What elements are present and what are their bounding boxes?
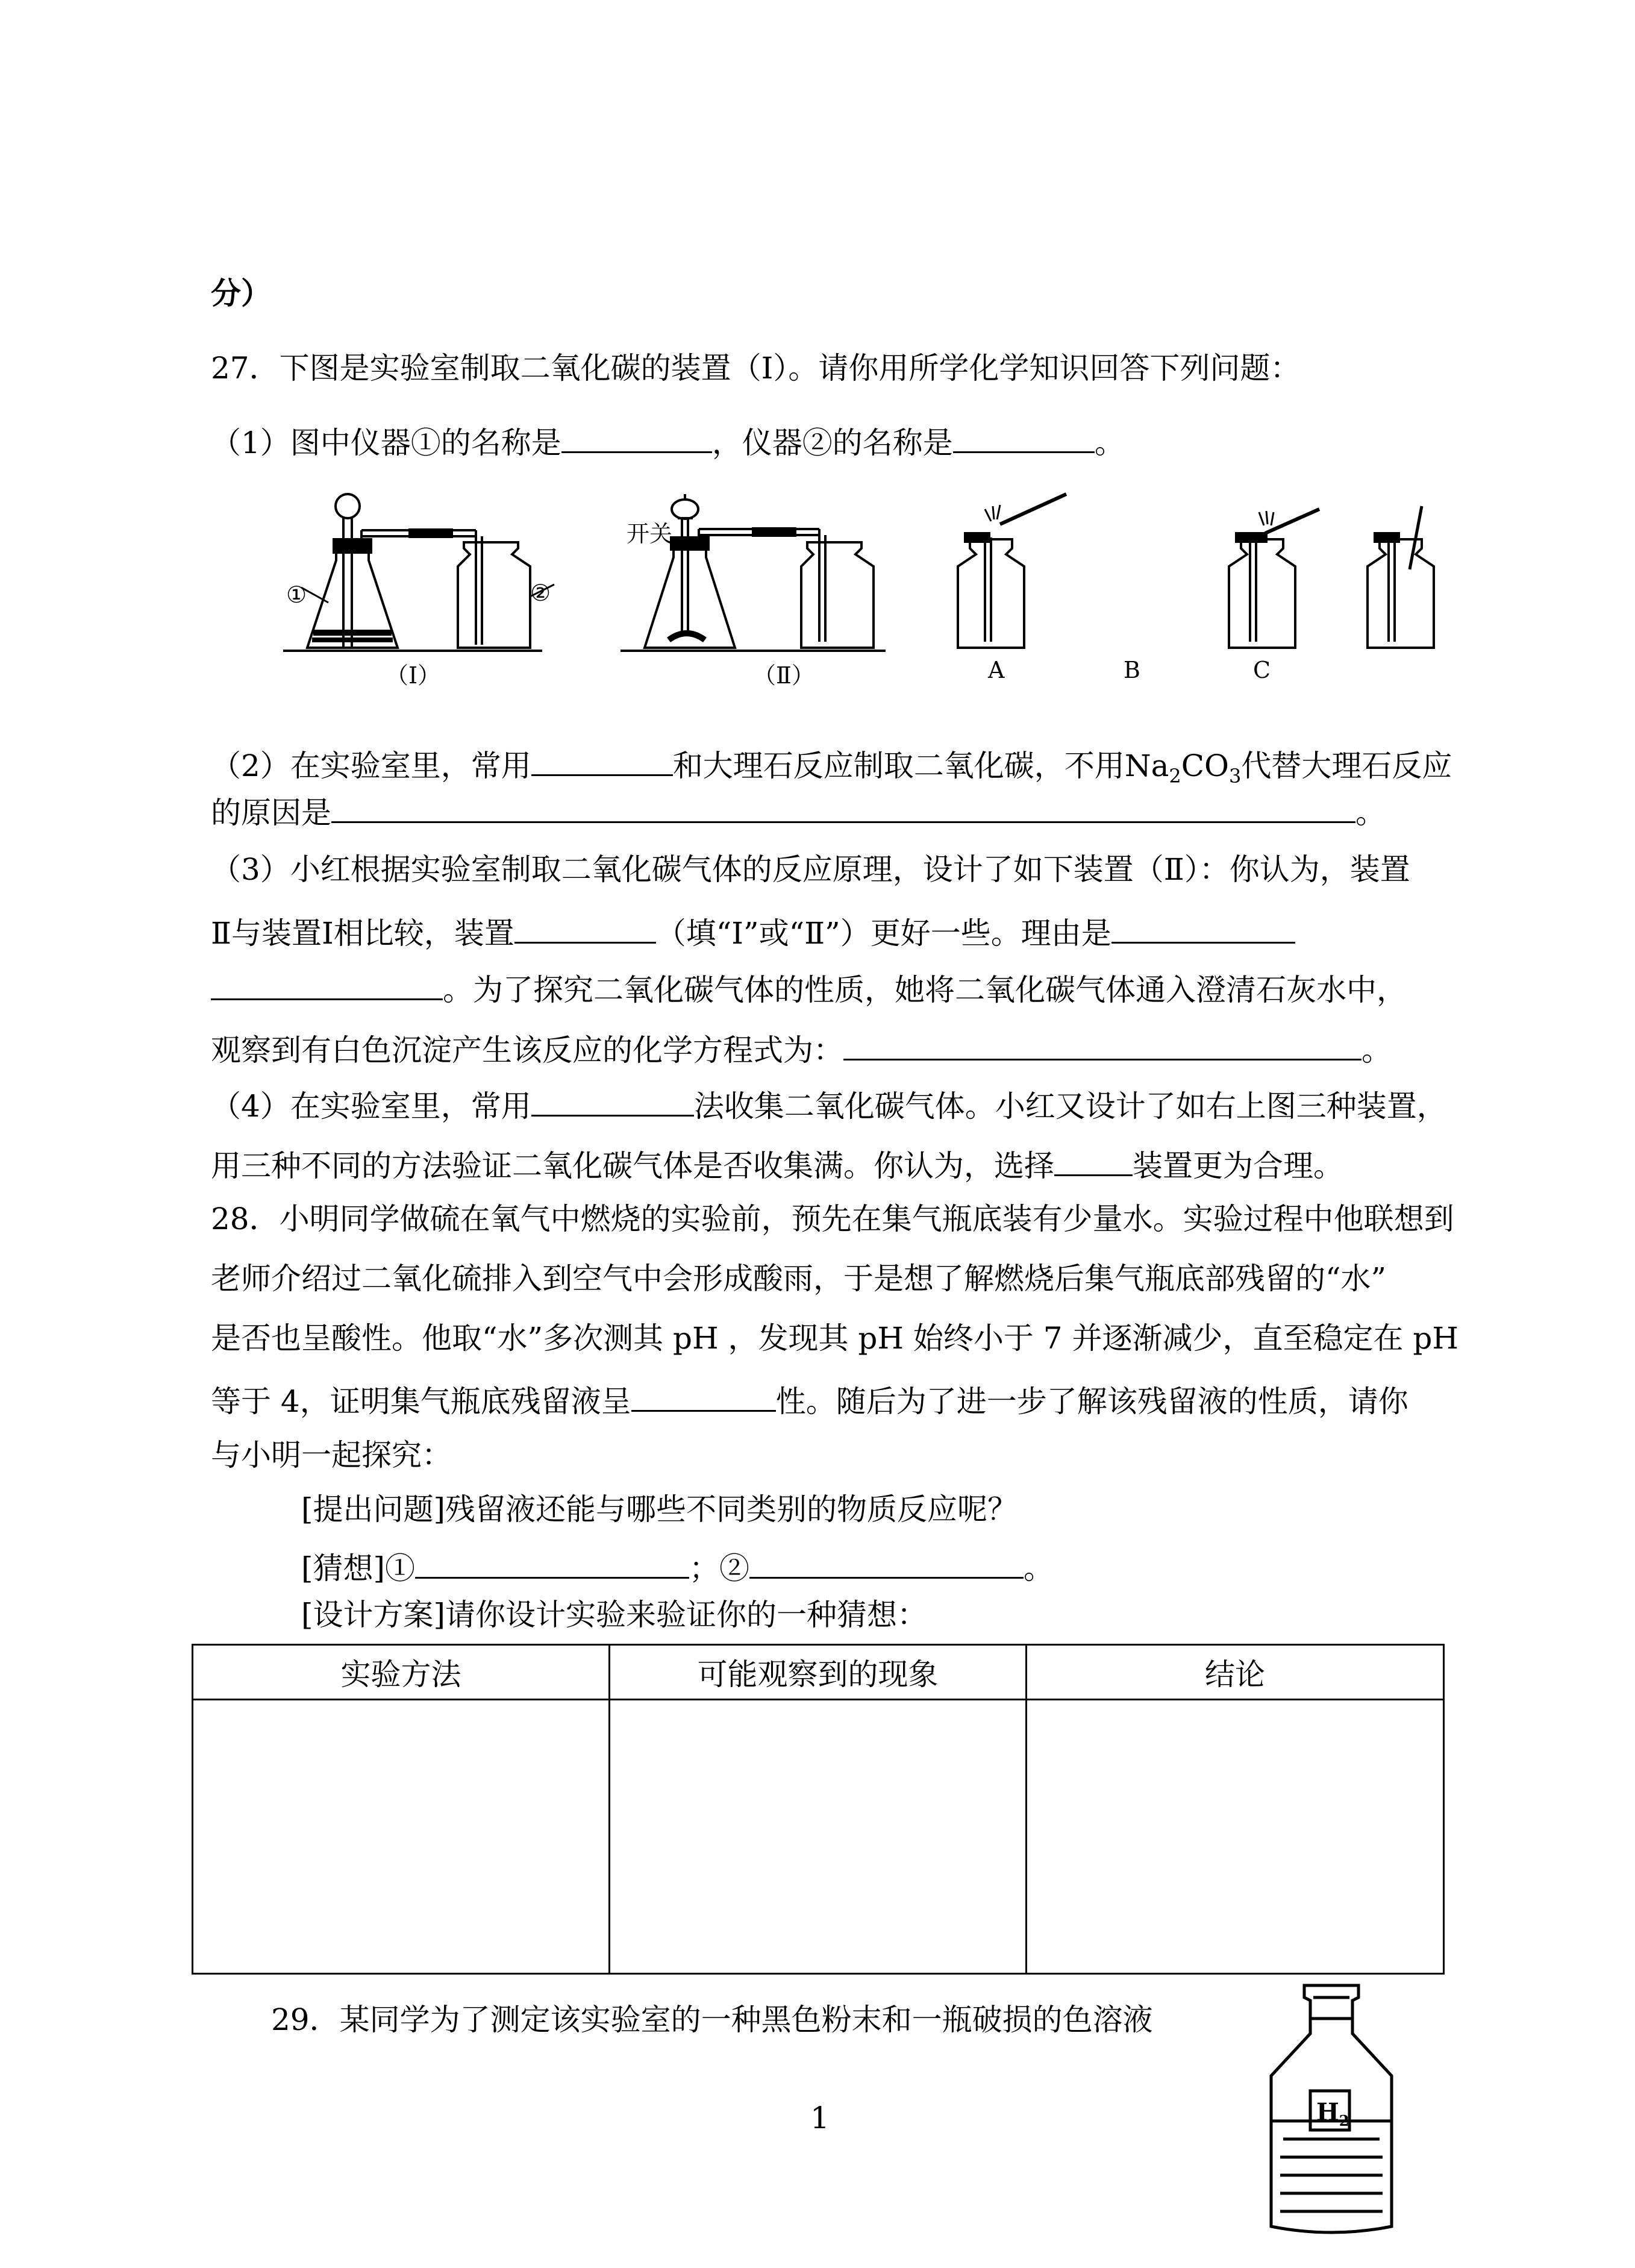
answer-blank-guess1[interactable] xyxy=(415,1550,689,1579)
q27-part1 xyxy=(211,424,1125,458)
q28-line1: 28．小明同学做硫在氧气中燃烧的实验前，预先在集气瓶底装有少量水。实验过程中他联想到 xyxy=(211,1201,1454,1236)
q28-design: [设计方案]请你设计实验来验证你的一种猜想： xyxy=(301,1597,928,1632)
answer-blank-instrument1[interactable] xyxy=(561,424,712,453)
q27-p2-text-b: 和大理石反应制取二氧化碳，不用 xyxy=(672,748,1125,783)
page-number: 1 xyxy=(810,2100,830,2135)
q27-p3-text-d: 。为了探究二氧化碳气体的性质，她将二氧化碳气体通入澄清石灰水中， xyxy=(443,973,1407,1007)
apparatus-I xyxy=(283,494,554,651)
caption-bottle-A: A xyxy=(988,657,1005,683)
q27-p1-text-c: 。 xyxy=(1094,425,1125,460)
q27-p1-text-b: ，仪器②的名称是 xyxy=(711,425,953,460)
q27-p2-text-d: 的原因是 xyxy=(211,795,331,830)
table-header-row xyxy=(193,1645,1444,1700)
q27-p3-text-e: 观察到有白色沉淀产生该反应的化学方程式为： xyxy=(211,1033,843,1068)
answer-blank-reason-part1[interactable] xyxy=(1111,915,1295,944)
label-circled-1: ① xyxy=(286,581,307,608)
experiment-table xyxy=(192,1644,1445,1975)
caption-apparatus-II: （Ⅱ） xyxy=(753,662,814,689)
q27-p1-text-a: （1）图中仪器①的名称是 xyxy=(211,425,561,460)
answer-blank-collection-method[interactable] xyxy=(531,1088,694,1117)
table-header-method: 实验方法 xyxy=(193,1645,610,1700)
q27-part2-line1 xyxy=(211,747,1452,786)
q27-p3-text-f: 。 xyxy=(1361,1033,1392,1068)
caption-bottle-C: C xyxy=(1253,657,1271,683)
q28-guess-text-a: [猜想]① xyxy=(301,1551,416,1586)
q27-part2-line2 xyxy=(211,794,1386,828)
table-header-conclusion: 结论 xyxy=(1027,1645,1444,1700)
q28-guess-text-b: ；② xyxy=(689,1551,750,1586)
q28-line3: 是否也呈酸性。他取“水”多次测其 pH ，发现其 pH 始终小于 7 并逐渐减少，直至稳定在 pH xyxy=(211,1321,1459,1356)
answer-blank-reason-part2[interactable] xyxy=(211,971,443,1000)
bottle-label-h2: $H_2$ xyxy=(1316,2098,1349,2129)
answer-blank-equation[interactable] xyxy=(843,1032,1361,1060)
bottle-B xyxy=(1229,509,1319,648)
q27-p4-text-a: （4）在实验室里，常用 xyxy=(211,1089,531,1124)
q27-p4-text-b: 法收集二氧化碳气体。小红又设计了如右上图三种装置， xyxy=(693,1089,1447,1124)
apparatus-figure xyxy=(283,482,1464,687)
answer-blank-acidity[interactable] xyxy=(631,1383,776,1412)
caption-apparatus-I: （Ⅰ） xyxy=(386,662,441,689)
label-switch: 开关 xyxy=(627,521,673,547)
table-header-phenomenon: 可能观察到的现象 xyxy=(610,1645,1027,1700)
bottle-A xyxy=(958,494,1066,648)
q28-line4 xyxy=(211,1383,1408,1417)
q28-line2: 老师介绍过二氧化硫排入到空气中会形成酸雨，于是想了解燃烧后集气瓶底部残留的“水” xyxy=(211,1261,1387,1296)
caption-bottle-B: B xyxy=(1124,657,1140,683)
q27-part3-line3 xyxy=(211,971,1407,1005)
q27-p2-text-a: （2）在实验室里，常用 xyxy=(211,748,531,783)
q27-intro: 27．下图是实验室制取二氧化碳的装置（Ⅰ）。请你用所学化学知识回答下列问题： xyxy=(211,351,1301,386)
q28-guess xyxy=(301,1550,1054,1584)
q27-part4-line1 xyxy=(211,1088,1447,1124)
answer-blank-device-choice[interactable] xyxy=(514,915,656,944)
answer-blank-guess2[interactable] xyxy=(749,1550,1024,1579)
table-row xyxy=(193,1700,1444,1974)
table-cell-method[interactable] xyxy=(193,1700,610,1974)
q28-raise-question: [提出问题]残留液还能与哪些不同类别的物质反应呢？ xyxy=(301,1492,1018,1527)
label-circled-2: ② xyxy=(530,580,551,606)
bottle-C xyxy=(1368,506,1434,648)
q27-part4-line2 xyxy=(211,1147,1343,1181)
q27-part3-line1: （3）小红根据实验室制取二氧化碳气体的反应原理，设计了如下装置（Ⅱ）：你认为，装置 xyxy=(211,852,1410,887)
q27-p2-text-e: 。 xyxy=(1355,795,1386,830)
q28-l4-text-a: 等于 4，证明集气瓶底残留液呈 xyxy=(211,1384,631,1419)
q27-p2-text-c: 代替大理石反应 xyxy=(1241,748,1452,783)
q29-text: 29．某同学为了测定该实验室的一种黑色粉末和一瓶破损的色溶液 xyxy=(271,2002,1153,2037)
q27-p3-text-c: （填“Ⅰ”或“Ⅱ”）更好一些。理由是 xyxy=(655,916,1111,951)
answer-blank-reason[interactable] xyxy=(331,794,1355,823)
q27-p4-text-d: 装置更为合理。 xyxy=(1133,1148,1343,1183)
q27-p4-text-c: 用三种不同的方法验证二氧化碳气体是否收集满。你认为，选择 xyxy=(211,1148,1054,1183)
na2co3-formula: $Na_2CO_3$ xyxy=(1124,748,1242,788)
q27-part3-line2 xyxy=(211,915,1295,951)
q27-part3-line4 xyxy=(211,1032,1392,1068)
table-cell-conclusion[interactable] xyxy=(1027,1700,1444,1974)
answer-blank-acid[interactable] xyxy=(531,747,673,776)
q28-line5: 与小明一起探究： xyxy=(211,1438,452,1473)
q27-p3-text-b: Ⅱ与装置Ⅰ相比较，装置 xyxy=(211,916,514,951)
section-heading-fragment: 分） xyxy=(211,275,271,311)
q28-guess-text-c: 。 xyxy=(1024,1551,1054,1586)
answer-blank-instrument2[interactable] xyxy=(953,424,1095,453)
answer-blank-verification-device[interactable] xyxy=(1054,1147,1133,1176)
q28-l4-text-b: 性。随后为了进一步了解该残留液的性质，请你 xyxy=(775,1384,1408,1419)
table-cell-phenomenon[interactable] xyxy=(610,1700,1027,1974)
